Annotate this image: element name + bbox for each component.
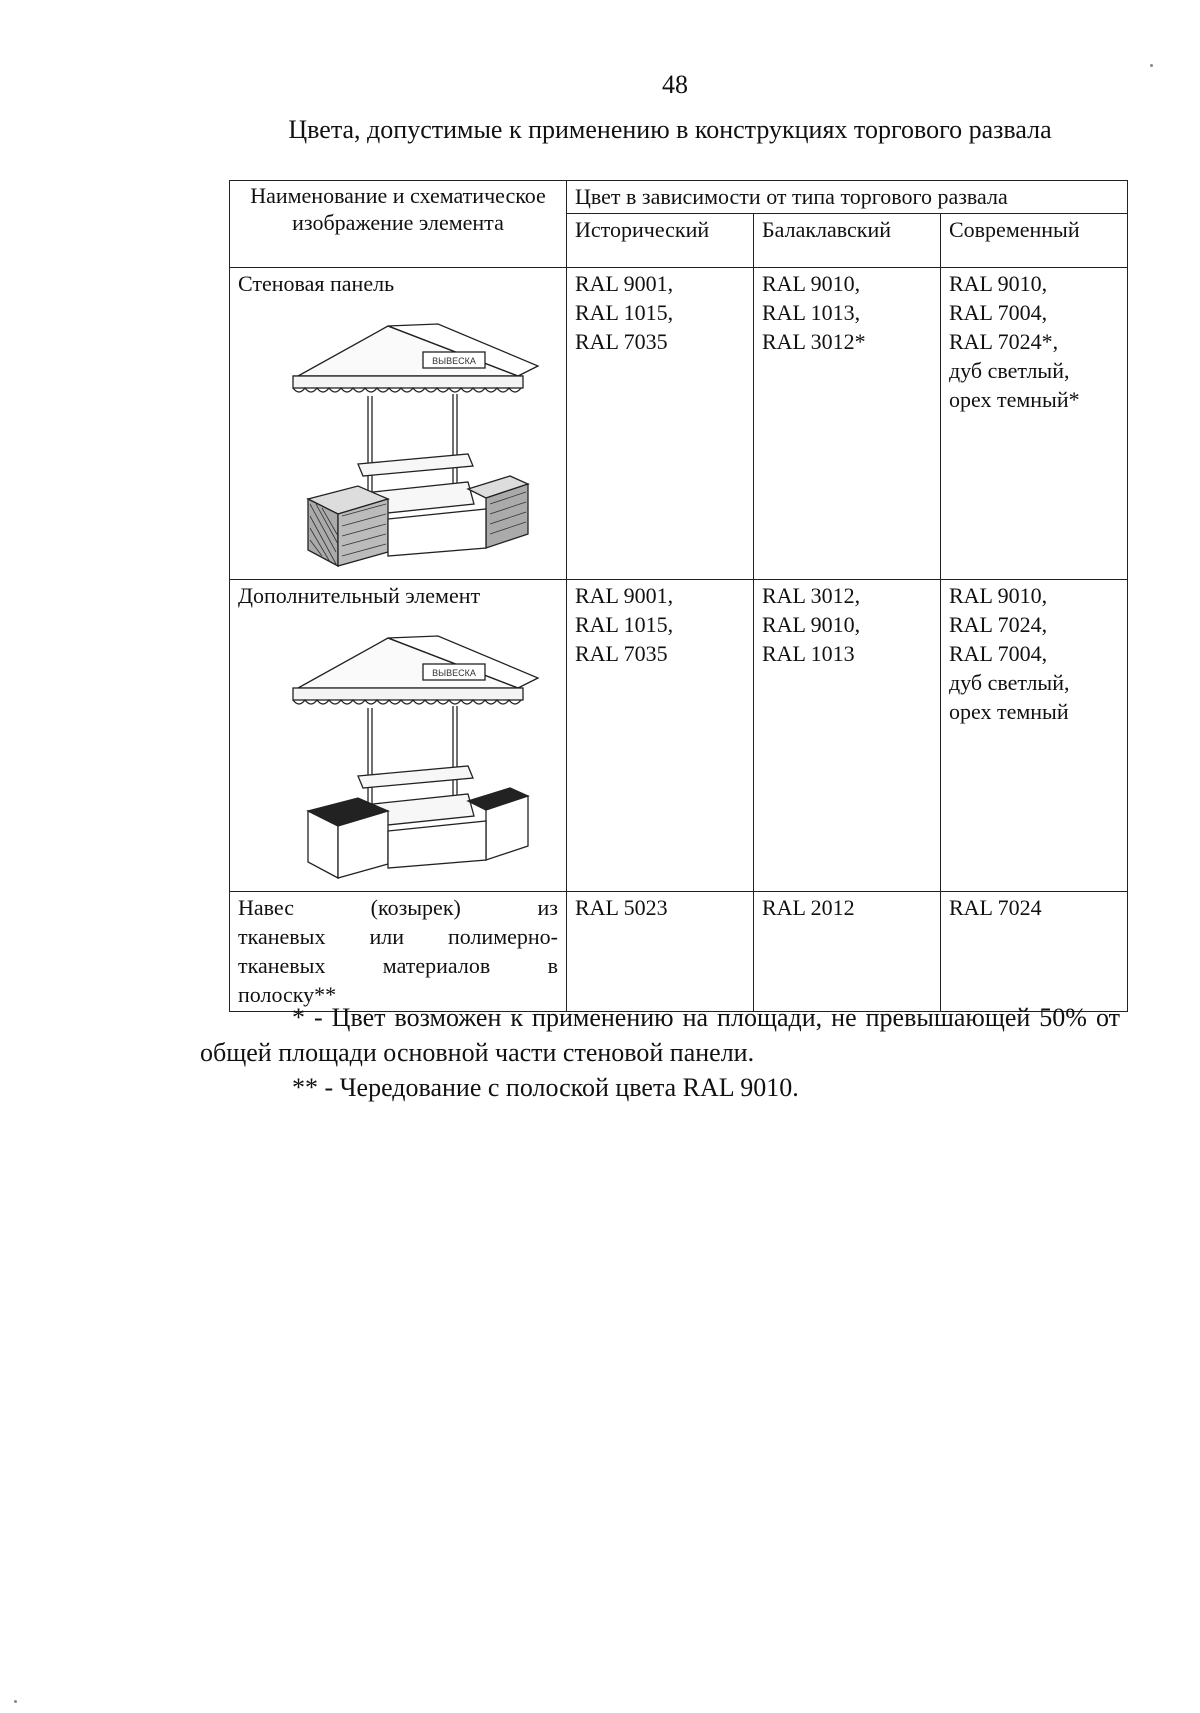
stall-illustration	[238, 304, 558, 572]
color-value: RAL 3012*	[762, 329, 866, 354]
color-value: RAL 1015,	[575, 612, 674, 637]
color-value: дуб светлый,	[949, 670, 1070, 695]
color-value: RAL 2012	[762, 895, 855, 920]
page-number: 48	[662, 70, 688, 99]
color-cell-historical	[567, 892, 754, 1012]
sign-label: ВЫВЕСКА	[432, 668, 476, 678]
color-value: RAL 3012,	[762, 583, 861, 608]
color-value: RAL 1013,	[762, 300, 861, 325]
header-color-group: Цвет в зависимости от типа торгового развала	[567, 181, 1128, 214]
element-cell	[230, 268, 567, 580]
header-element-name: Наименование и схематическое изображение элемента	[230, 181, 567, 268]
color-cell-modern	[941, 892, 1128, 1012]
footnote-2: ** - Чередование с полоской цвета RAL 9010.	[292, 1073, 799, 1102]
color-value: RAL 7004,	[949, 641, 1048, 666]
header-type-modern: Современный	[941, 214, 1128, 268]
element-name-line: тканевых или полимерно-	[238, 924, 558, 949]
color-cell-balaklava	[754, 892, 941, 1012]
header-type-historical: Исторический	[567, 214, 754, 268]
element-name: Стеновая панель	[238, 271, 395, 296]
color-cell-balaklava	[754, 268, 941, 580]
color-value: RAL 1015,	[575, 300, 674, 325]
color-value: RAL 7035	[575, 329, 668, 354]
color-value: RAL 9010,	[949, 271, 1048, 296]
table-row	[230, 580, 1128, 892]
table-row	[230, 268, 1128, 580]
color-value: RAL 1013	[762, 641, 855, 666]
color-value: орех темный	[949, 699, 1069, 724]
page-title: Цвета, допустимые к применению в конструкциях торгового развала	[288, 115, 1052, 144]
color-value: RAL 9010,	[949, 583, 1048, 608]
color-cell-modern	[941, 268, 1128, 580]
element-cell	[230, 580, 567, 892]
footnote-1: * - Цвет возможен к применению на площади, не превышающей 50% от общей площади основной части стеновой панели.	[200, 1003, 1120, 1067]
element-name-line: полоску**	[238, 982, 337, 1007]
color-value: RAL 9010,	[762, 612, 861, 637]
element-name-line: тканевых материалов в	[238, 953, 558, 978]
color-value: RAL 7024,	[949, 612, 1048, 637]
colors-table	[229, 180, 1128, 1012]
scan-speck	[1150, 64, 1153, 67]
element-name-line: Навес (козырек) из	[238, 895, 558, 920]
table-row	[230, 892, 1128, 1012]
color-value: RAL 9001,	[575, 271, 674, 296]
footnotes	[200, 1000, 1120, 1105]
color-value: RAL 9010,	[762, 271, 861, 296]
scan-speck	[14, 1700, 17, 1703]
color-cell-modern	[941, 580, 1128, 892]
color-value: RAL 7035	[575, 641, 668, 666]
color-value: орех темный*	[949, 387, 1080, 412]
element-cell	[230, 892, 567, 1012]
color-value: RAL 7004,	[949, 300, 1048, 325]
color-cell-historical	[567, 580, 754, 892]
stall-illustration	[238, 616, 558, 884]
color-value: RAL 5023	[575, 895, 668, 920]
color-value: RAL 9001,	[575, 583, 674, 608]
color-cell-balaklava	[754, 580, 941, 892]
element-name: Дополнительный элемент	[238, 583, 481, 608]
color-value: RAL 7024	[949, 895, 1042, 920]
color-value: RAL 7024*,	[949, 329, 1059, 354]
header-type-balaklava: Балаклавский	[754, 214, 941, 268]
sign-label: ВЫВЕСКА	[432, 356, 476, 366]
color-cell-historical	[567, 268, 754, 580]
color-value: дуб светлый,	[949, 358, 1070, 383]
